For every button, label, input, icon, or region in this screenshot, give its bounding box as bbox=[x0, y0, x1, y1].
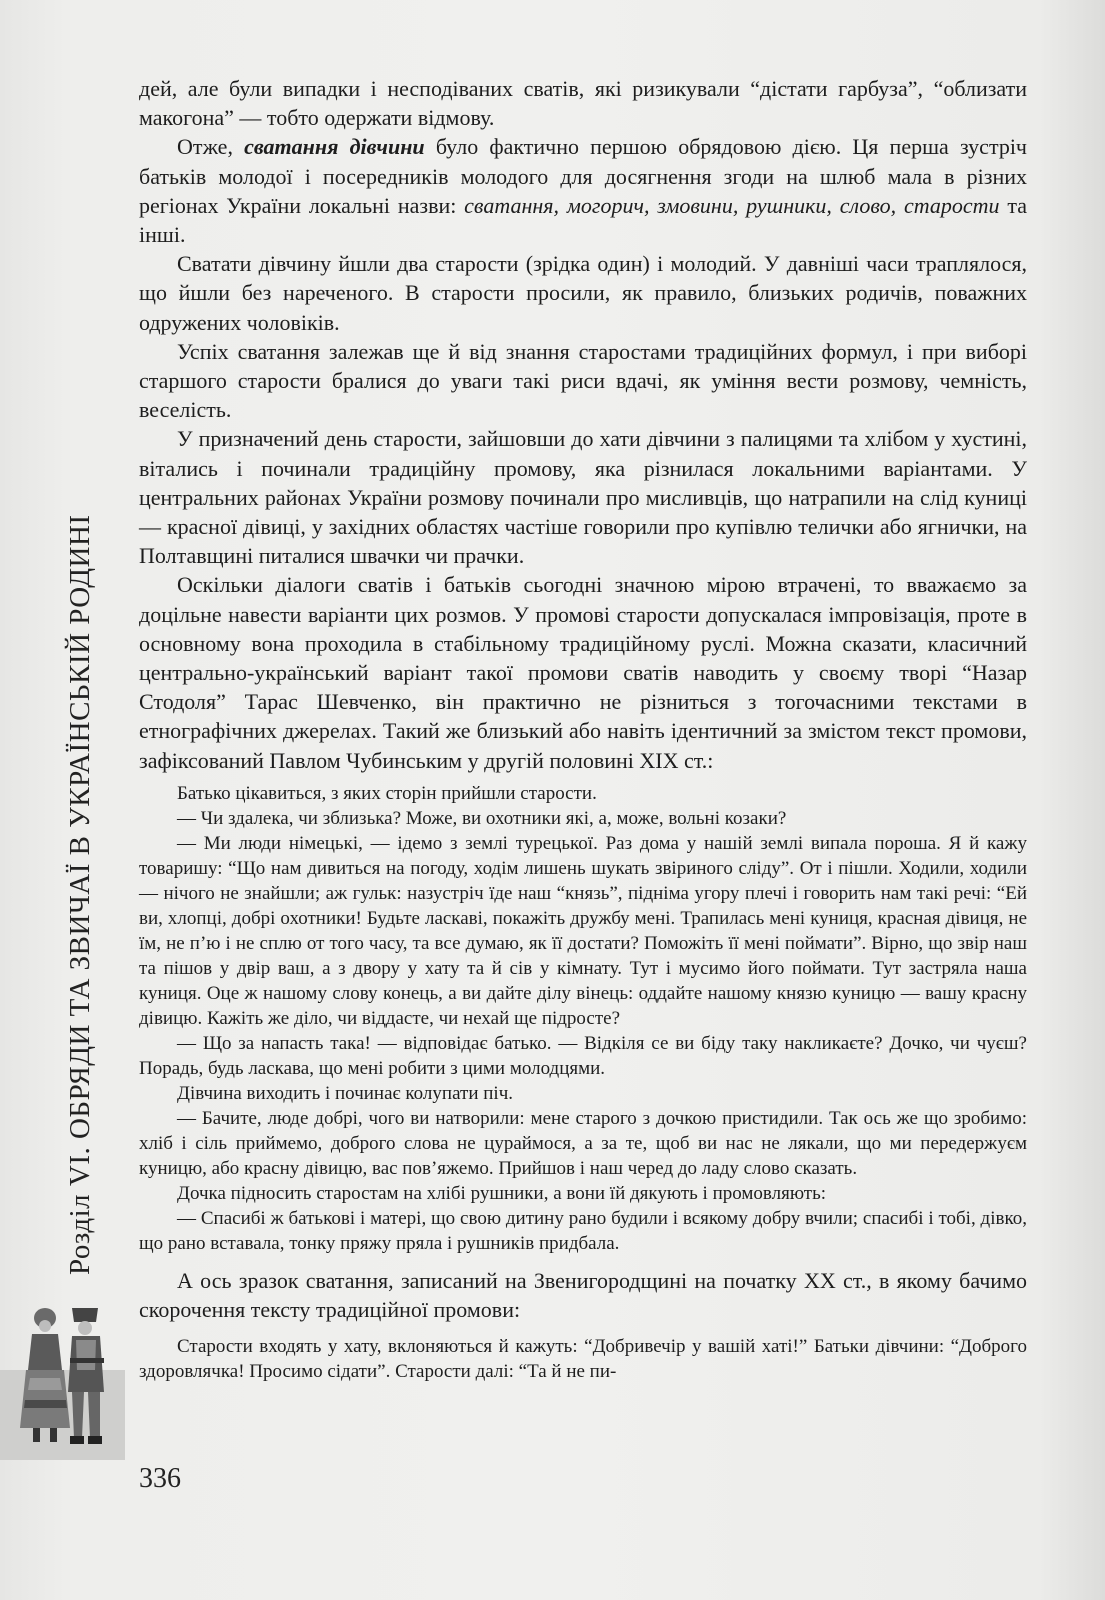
paragraph-2 bbox=[139, 132, 1027, 249]
page-number: 336 bbox=[139, 1463, 181, 1494]
p2-text-e: та інші. bbox=[139, 192, 1027, 248]
paragraph-3: Сватати дівчину йшли два старости (зрідка один) і молодий. У давніші часи траплялося, що йшли без нареченого. В старости просили, як правило, близьких родичів, поважних одружених чоловіків. bbox=[139, 251, 1027, 335]
quote-6: — Бачите, люде добрі, чого ви натворили: мене старого з дочкою пристидили. Так ось же що зробимо: хліб і сіль приймемо, доброго слова не цураймося, а за те, щоб ви нас не лякали, що ми передержуєм куницю, або красну дівицю, вас пов’яжемо. Прийшов і наш черед до ладу слово сказать. bbox=[139, 1107, 1027, 1179]
quote-1: Батько цікавиться, з яких сторін прийшли старости. bbox=[177, 782, 597, 804]
paragraph-1: дей, але були випадки і несподіваних сватів, які ризикували “дістати гарбуза”, “облизати макогона” — тобто одержати відмову. bbox=[139, 76, 1027, 131]
text-column bbox=[139, 74, 1027, 1384]
p2-term-bold-italic: сватання дівчини bbox=[244, 134, 425, 160]
paragraph-5: У призначений день старости, зайшовши до хати дівчини з палицями та хлібом у хустині, віталиcь і починали традиційну промову, яка різнилася локальними варіантами. У центральних районах України розмову починали про мисливців, що натрапили на слід куниці — красної дівиці, у західних областях частіше говорили про купівлю телички або ягнички, на Полтавщині питалися швачки чи прачки. bbox=[139, 426, 1027, 569]
quote-2: — Чи здалека, чи зблизька? Може, ви охотники які, а, може, вольні козаки? bbox=[177, 807, 787, 829]
p2-terms-italic: сватання, могорич, змовини, рушники, слово, старости bbox=[464, 192, 1000, 218]
running-head-vertical bbox=[50, 514, 110, 1275]
quote-3: — Ми люди німецькі, — ідемо з землі турецької. Раз дома у нашій землі випала пороша. Я й кажу товаришу: “Що нам дивиться на погоду, ходім лишень шукать звіриного сліду”. От і пішли. Ходили, ходили — нічого не знайшли; аж гульк: назустріч їде наш “князь”, підніма угору плечі і говорить нам такі речі: “Ей ви, хлопці, добрі охотники! Будьте ласкаві, покажіть дружбу мені. Трапилась мені куниця, красная дівиця, не їм, не п’ю і не сплю от того часу, та все думаю, як її достати? Поможіть її мені поймати”. Вірно, що звір наш та пішов у двір ваш, а з двору у хату та й сів у кімнату. Тут і мусимо його поймати. Тут застряла наша куниця. Оце ж нашому слову конець, а ви дайте ділу вінець: оддайте нашому князю куницю — вашу красну дівицю. Кажіть же діло, чи віддасте, чи нехай ще підросте? bbox=[139, 832, 1027, 1029]
paragraph-4: Успіх сватання залежав ще й від знання старостами традиційних формул, і при виборі старшого старости бралися до уваги такі риси вдачі, як уміння вести розмову, чемність, веселість. bbox=[139, 338, 1027, 423]
p2-text-c: було фактично першою обрядовою дією. Ця перша зустріч батьків молодої і посередників молодого для досягнення згоди на шлюб мала в різних регіонах України локальні назви: bbox=[139, 134, 1027, 218]
running-head-text: Розділ VI. ОБРЯДИ ТА ЗВИЧАЇ В УКРАЇНСЬКІЙ РОДИНІ bbox=[64, 514, 96, 1275]
p2-text-a: Отже, bbox=[177, 134, 245, 160]
quote-5: Дівчина виходить і починає колупати піч. bbox=[177, 1082, 513, 1104]
folk-couple-illustration bbox=[0, 1300, 125, 1460]
quote-9: Старости входять у хату, вклоняються й кажуть: “Добривечір у вашій хаті!” Батьки дівчини: “Доброго здоровлячка! Просимо сідати”. Старости далі: “Та й не пи- bbox=[139, 1336, 1027, 1383]
quote-4: — Що за напасть така! — відповідає батько. — Відкіля се ви біду таку накликаєте? Дочко, чи чуєш? Порадь, будь ласкава, що мені робити з цими молодцями. bbox=[139, 1032, 1027, 1079]
quote-8: — Спасибі ж батькові і матері, що свою дитину рано будили і всякому добру вчили; спасибі і тобі, дівко, що рано вставала, тонку пряжу пряла і рушників придбала. bbox=[139, 1207, 1027, 1254]
paragraph-7: А ось зразок сватання, записаний на Звенигородщині на початку XX ст., в якому бачимо скорочення тексту традиційної промови: bbox=[139, 1267, 1027, 1323]
quote-7: Дочка підносить старостам на хлібі рушники, а вони їй дякують і промовляють: bbox=[177, 1182, 827, 1204]
paragraph-6: Оскільки діалоги сватів і батьків сьогодні значною мірою втрачені, то вважаємо за доцільне навести варіанти цих розмов. У промові старости допускалася імпровізація, проте в основному вона проходила в стабільному традиційному руслі. Можна сказати, класичний центрально-український варіант такої промови сватів наводить у своєму творі “Назар Стодоля” Тарас Шевченко, він практично не різниться з тогочасними текстами в етнографічних джерелах. Такий же близький або навіть ідентичний за змістом текст промови, зафіксований Павлом Чубинським у другій половині XIX ст.: bbox=[139, 572, 1027, 773]
